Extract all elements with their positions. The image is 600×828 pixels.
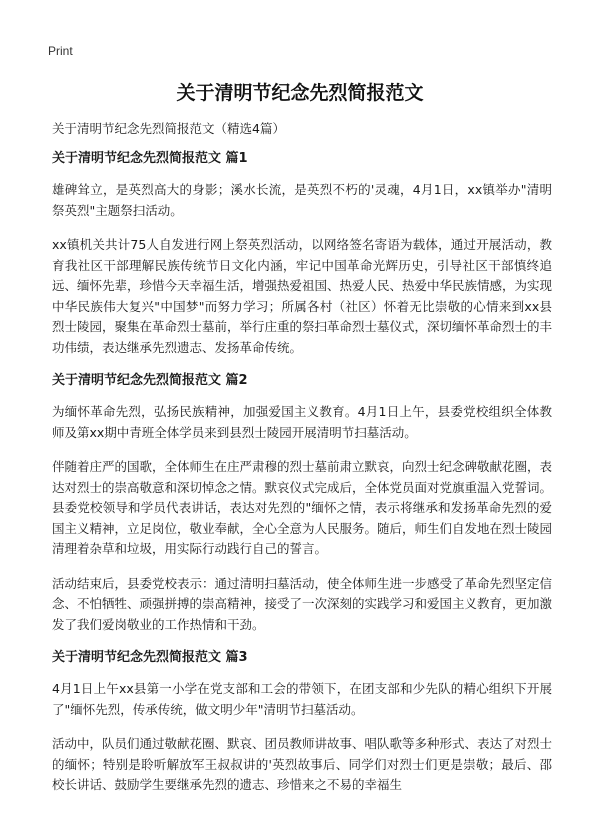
paragraph: xx镇机关共计75人自发进行网上祭英烈活动，以网络签名寄语为载体，通过开展活动，教育我社区干部理解民族传统节日文化内涵，牢记中国革命光辉历史，引导社区干部慎终追远、缅怀先辈，珍惜今天幸福生活，增强热爱祖国、热爱人民、热爱中华民族情感，为实现中华民族伟大复兴"中国梦"而努力学习；所属各村（社区）怀着无比崇敬的心情来到xx县烈士陵园，聚集在革命烈士墓前，举行庄重的祭扫革命烈士墓仪式，深切缅怀革命烈士的丰功伟绩，表达继承先烈遗志、发扬革命传统。 [52,237,553,355]
document-body [52,120,552,810]
section-heading: 关于清明节纪念先烈简报范文 篇3 [52,650,248,665]
paragraph: 雄碑耸立，是英烈高大的身影；溪水长流，是英烈不朽的'灵魂，4月1日，xx镇举办"清明祭英烈"主题祭扫活动。 [52,182,552,218]
paragraph: 活动结束后，县委党校表示：通过清明扫墓活动，使全体师生进一步感受了革命先烈坚定信念、不怕牺牲、顽强拼搏的崇高精神，接受了一次深刻的实践学习和爱国主义教育，更加激发了我们爱岗敬业的工作热情和干劲。 [52,575,553,632]
section-heading: 关于清明节纪念先烈简报范文 篇1 [52,151,248,166]
paragraph: 活动中，队员们通过敬献花圈、默哀、团员教师讲故事、唱队歌等多种形式、表达了对烈士的缅怀；特别是聆听解放军王叔叔讲的'英烈故事后、同学们对烈士们更是崇敬；最后、邵校长讲话、鼓励学生要继承先烈的遗志、珍惜来之不易的幸福生 [52,736,553,792]
section-3 [52,649,552,796]
paragraph: 为缅怀革命先烈，弘扬民族精神，加强爱国主义教育。4月1日上午，县委党校组织全体教师及第xx期中青班全体学员来到县烈士陵园开展清明节扫墓活动。 [52,404,552,440]
paragraph: 伴随着庄严的国歌，全体师生在庄严肃穆的烈士墓前肃立默哀，向烈士纪念碑敬献花圈，表达对烈士的崇高敬意和深切悼念之情。默哀仪式完成后，全体党员面对党旗重温入党誓词。县委党校领导和学员代表讲话，表达对先烈的"缅怀之情，表示将继承和发扬革命先烈的爱国主义精神，立足岗位，敬业奉献，全心全意为人民服务。随后，师生们自发地在烈士陵园清理着杂草和垃圾，用实际行动践行自己的誓言。 [52,459,553,556]
page-title: 关于清明节纪念先烈简报范文 [176,82,424,104]
paragraph: 4月1日上午xx县第一小学在党支部和工会的带领下，在团支部和少先队的精心组织下开展了"缅怀先烈，传承传统，做文明少年"清明节扫墓活动。 [52,681,552,717]
document-subtitle: 关于清明节纪念先烈简报范文（精选4篇） [52,121,285,136]
section-1 [52,150,552,358]
section-2 [52,372,552,635]
print-link[interactable]: Print [48,44,73,58]
section-heading: 关于清明节纪念先烈简报范文 篇2 [52,373,248,388]
